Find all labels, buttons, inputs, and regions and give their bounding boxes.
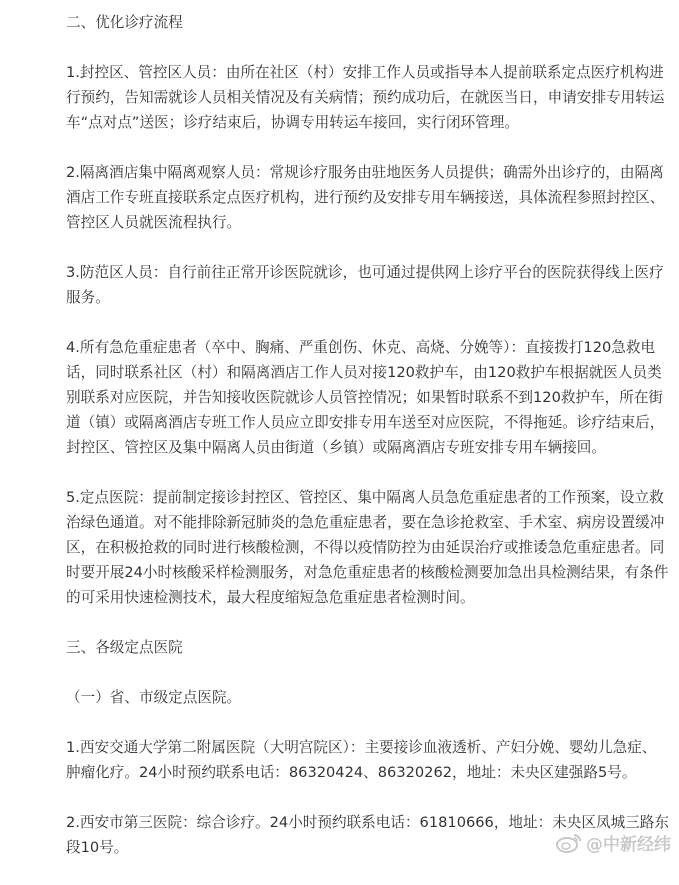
paragraph: 2.西安市第三医院：综合诊疗。24小时预约联系电话：61810666，地址：未央区凤城三路东段10号。 (66, 814, 669, 856)
section-heading: 三、各级定点医院 (66, 639, 183, 656)
paragraph: 5.定点医院：提前制定接诊封控区、管控区、集中隔离人员急危重症患者的工作预案，设立救治绿色通道。对不能排除新冠肺炎的急危重症患者，要在急诊抢救室、手术室、病房设置缓冲区，在积极抢救的同时进行核酸检测，不得以疫情防控为由延误治疗或推诿急危重症患者。同时要开展24小时核酸采样检测服务，对急危重症患者的核酸检测要加急出具检测结果，有条件的可采用快速检测技术，最大程度缩短急危重症患者检测时间。 (66, 489, 669, 606)
paragraph: 4.所有急危重症患者（卒中、胸痛、严重创伤、休克、高烧、分娩等）：直接拨打120急救电话，同时联系社区（村）和隔离酒店工作人员对接120救护车，由120救护车根据就医人员类别联系对应医院，并告知接收医院就诊人员管控情况；如果暂时联系不到120救护车，所在街道（镇）或隔离酒店专班工作人员应立即安排专用车送至对应医院，不得拖延。诊疗结束后，封控区、管控区及集中隔离人员由街道（乡镇）或隔离酒店专班安排专用车辆接回。 (66, 339, 665, 456)
article-body (66, 10, 670, 885)
paragraph: 1.西安交通大学第二附属医院（大明宫院区）：主要接诊血液透析、产妇分娩、婴幼儿急症、肿瘤化疗。24小时预约联系电话：86320424、86320262，地址：未央区建强路5号。 (66, 739, 657, 781)
paragraph: 2.隔离酒店集中隔离观察人员：常规诊疗服务由驻地医务人员提供；确需外出诊疗的，由隔离酒店工作专班直接联系定点医疗机构，进行预约及安排专用车辆接送，具体流程参照封控区、管控区人员就医流程执行。 (66, 164, 665, 231)
paragraph: 1.封控区、管控区人员：由所在社区（村）安排工作人员或指导本人提前联系定点医疗机构进行预约，告知需就诊人员相关情况及有关病情；预约成功后，在就医当日，申请安排专用转运车“点对点”送医；诊疗结束后，协调专用转运车接回，实行闭环管理。 (66, 64, 665, 131)
section-heading: 二、优化诊疗流程 (66, 14, 183, 31)
watermark-text: @中新经纬 (586, 835, 671, 855)
weibo-logo-icon (556, 833, 582, 853)
watermark (556, 830, 671, 855)
paragraph: 3.防范区人员：自行前往正常开诊医院就诊，也可通过提供网上诊疗平台的医院获得线上医疗服务。 (66, 264, 664, 306)
subsection-heading: （一）省、市级定点医院。 (66, 689, 242, 706)
